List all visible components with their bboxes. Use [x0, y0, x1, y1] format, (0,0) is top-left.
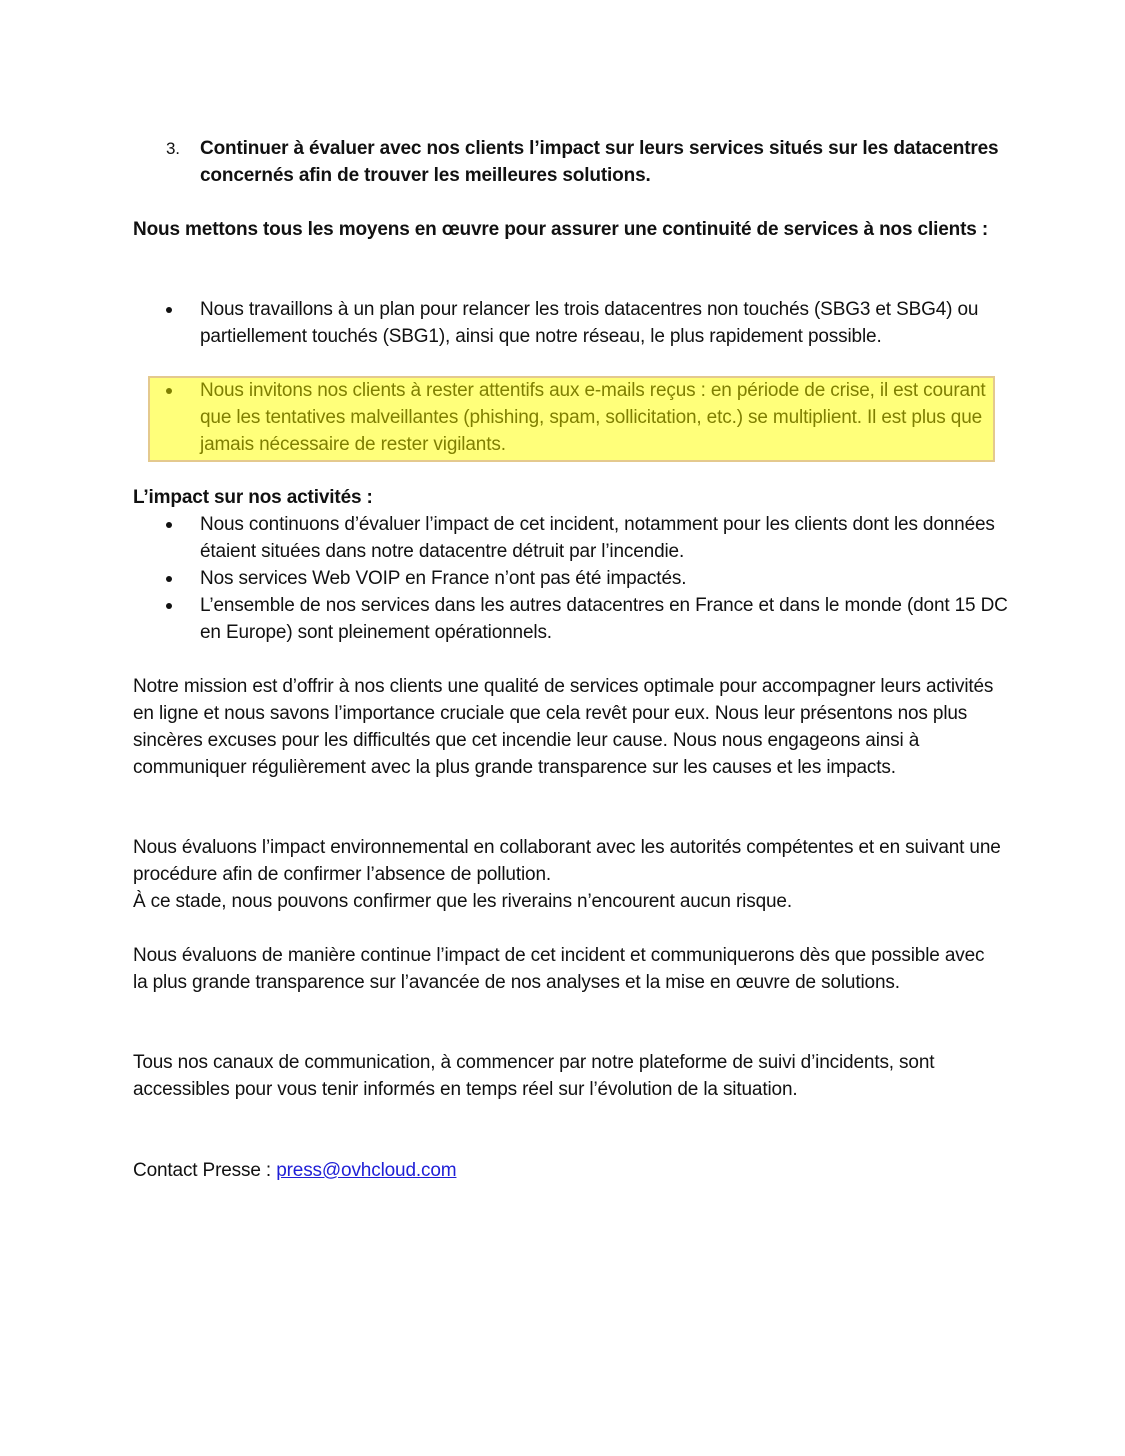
bullet-item-highlighted: [133, 377, 1013, 458]
channels-paragraph: Tous nos canaux de communication, à commencer par notre plateforme de suivi d’incidents, sont accessibles pour vous tenir informés en temps réel sur l’évolution de la situation.: [133, 1052, 935, 1100]
list-number: 3.: [166, 139, 180, 158]
bullet-text: Nous invitons nos clients à rester attentifs aux e-mails reçus : en période de crise, il est courant que les tentatives malveillantes (phishing, spam, sollicitation, etc.) se multiplient. Il est plus que jamais nécessaire de rester vigilants.: [200, 380, 986, 455]
press-email-link[interactable]: press@ovhcloud.com: [276, 1160, 457, 1181]
bullet-item: [133, 565, 1013, 592]
contact-label: Contact Presse :: [133, 1160, 277, 1181]
mission-paragraph: Notre mission est d’offrir à nos clients une qualité de services optimale pour accompagner leurs activités en ligne et nous savons l’importance cruciale que cela revêt pour eux. Nous leur présentons nos plus sincères excuses pour les difficultés que cet incendie leur cause. Nous nous engageons ainsi à communiquer régulièrement avec la plus grande transparence sur les causes et les impacts.: [133, 676, 994, 778]
bullet-item: [133, 511, 1013, 565]
evaluation-paragraph: Nous évaluons de manière continue l’impact de cet incident et communiquerons dès que possible avec la plus grande transparence sur l’avancée de nos analyses et la mise en œuvre de solutions.: [133, 945, 985, 993]
impact-bullet-list: [133, 511, 1013, 646]
bullet-text: L’ensemble de nos services dans les autres datacentres en France et dans le monde (dont 15 DC en Europe) sont pleinement opérationnels.: [200, 595, 1008, 643]
bullet-icon: [166, 576, 172, 582]
bullet-icon: [166, 603, 172, 609]
environment-text: Nous évaluons l’impact environnemental en collaborant avec les autorités compétentes et en suivant une procédure afin de confirmer l’absence de pollution.: [133, 837, 1001, 885]
numbered-item-text: Continuer à évaluer avec nos clients l’impact sur leurs services situés sur les datacentres concernés afin de trouver les meilleures solutions.: [200, 138, 999, 186]
environment-paragraph: [133, 834, 1003, 915]
bullet-icon: [166, 307, 172, 313]
highlighted-bullet-list: [133, 377, 1013, 458]
bullet-icon: [166, 388, 172, 394]
bullet-item: [133, 296, 1013, 350]
bullet-icon: [166, 522, 172, 528]
impact-heading: L’impact sur nos activités :: [133, 487, 373, 508]
residents-text: À ce stade, nous pouvons confirmer que les riverains n’encourent aucun risque.: [133, 891, 792, 912]
bullet-text: Nous travaillons à un plan pour relancer les trois datacentres non touchés (SBG3 et SBG4) ou partiellement touchés (SBG1), ainsi que notre réseau, le plus rapidement possible.: [200, 299, 979, 347]
press-contact: [133, 1157, 1003, 1184]
bullet-item: [133, 592, 1013, 646]
continuity-heading: Nous mettons tous les moyens en œuvre pour assurer une continuité de services à nos clients :: [133, 219, 989, 240]
numbered-list-item-3: [133, 135, 1003, 189]
bullet-text: Nos services Web VOIP en France n’ont pas été impactés.: [200, 568, 687, 589]
bullet-text: Nous continuons d’évaluer l’impact de cet incident, notamment pour les clients dont les données étaient situées dans notre datacentre détruit par l’incendie.: [200, 514, 995, 562]
continuity-bullet-list: [133, 296, 1013, 350]
